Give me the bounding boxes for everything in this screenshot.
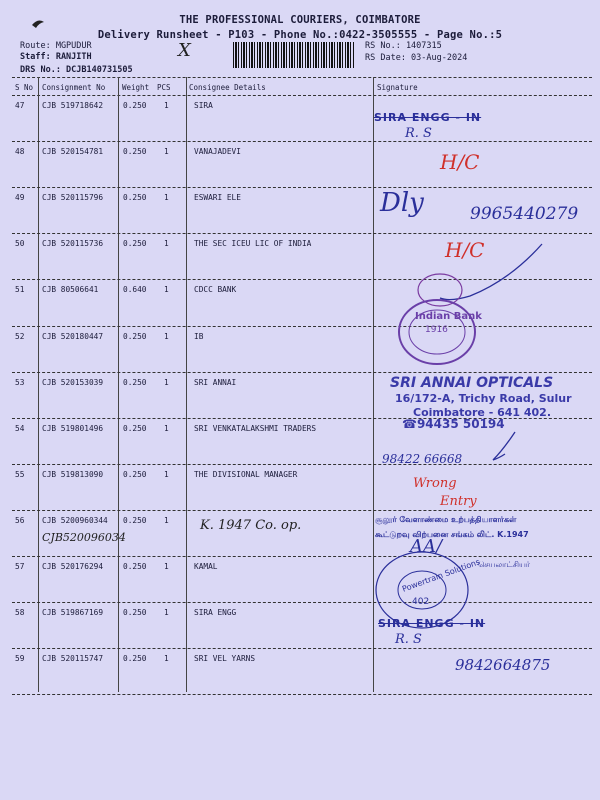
cell-consignment-no: CJB 519801496 — [42, 423, 104, 433]
runsheet-title: Delivery Runsheet - P103 - Phone No.:0422-3505555 - Page No.:5 — [97, 29, 503, 41]
barcode — [233, 42, 355, 68]
powertrain-seal-code: 402 — [412, 597, 430, 607]
cell-consignee: VANAJADEVI — [194, 147, 241, 157]
entry-note: Entry — [440, 494, 477, 509]
cell-sno: 58 — [15, 608, 25, 618]
cell-sno: 50 — [15, 239, 25, 249]
col-header-consignee: Consignee Details — [189, 83, 266, 92]
cell-sno: 52 — [15, 331, 25, 341]
cell-pcs: 1 — [164, 654, 169, 664]
hc-note-48: H/C — [440, 150, 480, 174]
phone-49: 9965440279 — [470, 204, 579, 224]
cell-consignment-no: CJB 520153039 — [42, 377, 104, 387]
table-row-divider — [12, 602, 592, 603]
cell-consignee: IB — [194, 331, 204, 341]
signature-58: R. S — [395, 632, 422, 647]
cell-consignee: THE SEC ICEU LIC OF INDIA — [194, 239, 312, 249]
col-divider — [186, 77, 187, 692]
cell-weight: 0.250 — [123, 562, 147, 571]
cell-consignee: CDCC BANK — [194, 285, 237, 295]
society-stamp-line3: செயலாட்சியர் — [478, 560, 531, 569]
cell-consignment-no: CJB 519867169 — [42, 608, 104, 618]
table-row-divider — [12, 141, 592, 142]
col-header-signature: Signature — [377, 83, 418, 92]
cell-pcs: 1 — [164, 515, 169, 525]
cell-consignee: KAMAL — [194, 562, 218, 571]
alt-consignment-note: CJB520096034 — [42, 531, 126, 544]
cell-weight: 0.250 — [123, 101, 147, 110]
cell-pcs: 1 — [164, 377, 169, 387]
cell-weight: 0.250 — [123, 654, 147, 664]
signature-47: R. S — [405, 126, 432, 141]
cell-pcs: 1 — [164, 147, 169, 157]
table-row-divider — [12, 648, 592, 649]
col-divider — [38, 77, 39, 692]
table-row-divider — [12, 187, 592, 188]
cell-consignment-no: CJB 520115736 — [42, 239, 104, 249]
table-row-divider — [12, 556, 592, 557]
bank-seal-code: 1916 — [425, 325, 448, 335]
col-divider — [118, 77, 119, 692]
cell-sno: 57 — [15, 562, 25, 571]
cell-sno: 55 — [15, 469, 25, 479]
table-row-divider — [12, 233, 592, 234]
cell-consignee: SRI VENKATALAKSHMI TRADERS — [194, 423, 317, 433]
cell-pcs: 1 — [164, 331, 169, 341]
cell-consignee: SIRA ENGG — [194, 608, 237, 618]
society-stamp-line2: கூட்டுறவு விற்பனை சங்கம் லிட். K.1947 — [375, 530, 529, 539]
cell-consignment-no: CJB 80506641 — [42, 285, 99, 295]
annai-stamp-phone: ☎94435 50194 — [402, 417, 505, 431]
cell-weight: 0.250 — [123, 239, 147, 249]
annai-stamp-city: Coimbatore - 641 402. — [413, 406, 552, 419]
col-header-pcs: PCS — [157, 83, 171, 92]
phone-59: 9842664875 — [455, 656, 551, 674]
sira-stamp-58: SIRA ENGG - IN — [378, 617, 486, 630]
cell-pcs: 1 — [164, 469, 169, 479]
cell-sno: 49 — [15, 193, 25, 203]
cell-sno: 53 — [15, 377, 25, 387]
header-divider — [12, 95, 592, 96]
drs-text: DRS No.: DCJB140731505 — [20, 65, 133, 75]
cell-pcs: 1 — [164, 562, 169, 571]
cell-consignee: SRI VEL YARNS — [194, 654, 256, 664]
cell-sno: 47 — [15, 101, 25, 110]
col-header-sno: S No — [15, 83, 34, 92]
rs-number: RS No.: 1407315 — [365, 41, 442, 51]
cell-sno: 54 — [15, 423, 25, 433]
annai-stamp-address: 16/172-A, Trichy Road, Sulur — [395, 392, 572, 405]
cell-pcs: 1 — [164, 608, 169, 618]
cell-consignee: SIRA — [194, 101, 213, 110]
sira-stamp: SIRA ENGG - IN — [374, 111, 482, 124]
table-top-border — [12, 77, 592, 78]
cell-weight: 0.250 — [123, 423, 147, 433]
cell-consignee: ESWARI ELE — [194, 193, 241, 203]
table-row-divider — [12, 510, 592, 511]
cell-consignment-no: CJB 520176294 — [42, 562, 104, 571]
cell-pcs: 1 — [164, 239, 169, 249]
bank-seal-name: Indian Bank — [415, 311, 482, 322]
cell-weight: 0.250 — [123, 331, 147, 341]
powertrain-seal-text: Powertrain Solutions — [400, 557, 482, 594]
company-title: THE PROFESSIONAL COURIERS, COIMBATORE — [179, 14, 421, 26]
society-stamp-line1: சூலூர் வேளாண்மை உற்பத்தியாளர்கள் — [375, 515, 517, 524]
cell-consignment-no: CJB 520154781 — [42, 147, 104, 157]
cell-weight: 0.640 — [123, 285, 147, 295]
cell-weight: 0.250 — [123, 608, 147, 618]
cell-weight: 0.250 — [123, 469, 147, 479]
rs-date: RS Date: 03-Aug-2024 — [365, 53, 468, 63]
hc-note-50: H/C — [445, 238, 485, 262]
cell-consignment-no: CJB 519718642 — [42, 101, 104, 110]
cell-sno: 59 — [15, 654, 25, 664]
table-row-divider — [12, 372, 592, 373]
cell-weight: 0.250 — [123, 377, 147, 387]
cell-weight: 0.250 — [123, 515, 147, 525]
cell-consignment-no: CJB 519813090 — [42, 469, 104, 479]
col-header-consignment: Consignment No — [42, 83, 106, 92]
cell-consignment-no: CJB 520180447 — [42, 331, 104, 341]
cell-weight: 0.250 — [123, 193, 147, 203]
annai-stamp-name: SRI ANNAI OPTICALS — [390, 375, 554, 391]
cell-consignment-no: CJB 520115747 — [42, 654, 104, 664]
cell-weight: 0.250 — [123, 147, 147, 157]
cell-sno: 51 — [15, 285, 25, 295]
col-header-weight: Weight — [122, 83, 150, 92]
cell-sno: 48 — [15, 147, 25, 157]
cell-pcs: 1 — [164, 101, 169, 110]
cell-consignment-no: CJB 5200960344 — [42, 515, 108, 525]
cell-pcs: 1 — [164, 423, 169, 433]
staff-signature: X — [178, 40, 191, 61]
phone-54: 98422 66668 — [382, 452, 463, 466]
cell-sno: 56 — [15, 515, 25, 525]
cell-pcs: 1 — [164, 285, 169, 295]
cell-consignee: THE DIVISIONAL MANAGER — [194, 469, 298, 479]
signature-stroke — [485, 430, 525, 465]
signature-56: AA/ — [410, 536, 443, 557]
cell-pcs: 1 — [164, 193, 169, 203]
signature-49: Dly — [380, 188, 424, 218]
k1947-note: K. 1947 Co. op. — [200, 518, 302, 533]
table-row-divider — [12, 326, 592, 327]
table-row-divider — [12, 694, 592, 695]
wrong-note: Wrong — [413, 476, 457, 491]
staff-text: Staff: RANJITH — [20, 52, 92, 62]
cell-consignee: SRI ANNAI — [194, 377, 237, 387]
route-text: Route: MGPUDUR — [20, 41, 92, 51]
cell-consignment-no: CJB 520115796 — [42, 193, 104, 203]
